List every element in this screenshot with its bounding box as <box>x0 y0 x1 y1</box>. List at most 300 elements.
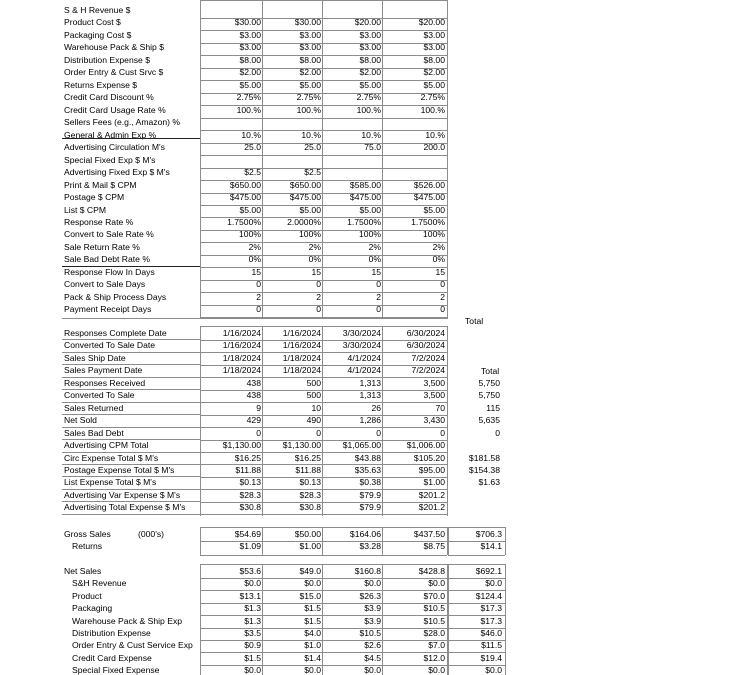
cell-value: $1,130.00 <box>222 440 261 451</box>
cell-value: $3.00 <box>359 29 381 40</box>
cell-value: 2.0000% <box>287 216 321 227</box>
cell-value: 0 <box>376 304 381 315</box>
cell-value: $20.00 <box>354 17 381 28</box>
cell-value: 3,500 <box>423 390 445 401</box>
cell-value: 3/30/2024 <box>342 328 381 338</box>
cell-border <box>200 180 447 181</box>
cell-value: 1/18/2024 <box>282 352 321 363</box>
cell-value: $1.0 <box>304 640 321 651</box>
row-label-s-h-revenue: S&H Revenue <box>72 578 127 589</box>
cell-value: 0% <box>432 254 445 265</box>
cell-border <box>447 326 448 516</box>
cell-value: 15 <box>371 266 381 277</box>
cell-border <box>448 564 505 565</box>
row-label-sale-return-rate: Sale Return Rate % <box>64 241 140 252</box>
cell-border <box>200 352 447 353</box>
cell-border <box>200 365 447 366</box>
cell-value: $1.00 <box>423 477 445 488</box>
cell-border <box>200 18 447 19</box>
cell-value: $50.00 <box>294 529 321 539</box>
cell-border <box>448 590 505 591</box>
cell-value: 10.% <box>361 129 381 140</box>
cell-value: 0 <box>256 304 261 315</box>
cell-border <box>200 527 447 528</box>
cell-value: $30.00 <box>294 17 321 28</box>
cell-value: $2.00 <box>299 67 321 78</box>
cell-value: 100.% <box>296 104 321 115</box>
cell-value: $20.00 <box>418 17 445 28</box>
total-value: $0.0 <box>485 665 502 675</box>
cell-value: $28.3 <box>299 489 321 500</box>
cell-border <box>505 564 506 675</box>
cell-border <box>448 652 505 653</box>
cell-value: 0 <box>316 304 321 315</box>
cell-value: $16.25 <box>294 452 321 463</box>
cell-value: 4/1/2024 <box>347 365 381 376</box>
cell-value: 1,313 <box>359 390 381 401</box>
cell-value: $8.00 <box>359 54 381 65</box>
cell-value: 10.% <box>301 129 321 140</box>
total-value: $17.3 <box>480 603 502 614</box>
row-label-converted-to-sale: Converted To Sale <box>64 390 135 401</box>
total-value: $0.0 <box>485 578 502 589</box>
cell-border <box>382 326 383 516</box>
cell-value: $428.8 <box>418 566 445 576</box>
cell-border <box>62 318 447 319</box>
cell-value: 200.0 <box>423 142 445 153</box>
cell-value: 0 <box>256 279 261 290</box>
cell-value: $475.00 <box>289 192 321 203</box>
cell-value: $1,130.00 <box>282 440 321 451</box>
cell-value: 100% <box>359 229 381 240</box>
row-label-advertising-fixed-exp-m-s: Advertising Fixed Exp $ M's <box>64 167 170 178</box>
cell-value: $8.00 <box>239 54 261 65</box>
cell-value: $13.1 <box>239 590 261 601</box>
cell-value: $4.0 <box>304 628 321 638</box>
cell-value: $0.9 <box>244 640 261 651</box>
cell-value: $43.88 <box>354 452 381 463</box>
row-label-list-cpm: List $ CPM <box>64 204 107 215</box>
cell-value: $49.0 <box>299 566 321 576</box>
cell-value: $3.00 <box>423 42 445 53</box>
row-label-special-fixed-expense: Special Fixed Expense <box>72 665 160 675</box>
cell-border <box>200 118 447 119</box>
cell-value: 2% <box>432 241 445 252</box>
cell-value: 2.75% <box>420 92 445 103</box>
cell-value: $1.00 <box>299 541 321 552</box>
cell-value: 1.7500% <box>227 216 261 227</box>
cell-value: 9 <box>256 402 261 413</box>
row-label-converted-to-sale-date: Converted To Sale Date <box>64 340 156 351</box>
cell-value: 10 <box>311 402 321 413</box>
cell-border <box>200 55 447 56</box>
cell-value: 3,430 <box>423 415 445 426</box>
cell-value: 0% <box>308 254 321 265</box>
cell-border <box>322 326 323 516</box>
cell-value: 100.% <box>356 104 381 115</box>
cell-value: 15 <box>311 266 321 277</box>
row-label-advertising-circulation-m-s: Advertising Circulation M's <box>64 142 165 153</box>
cell-value: $5.00 <box>423 204 445 215</box>
cell-value: $10.5 <box>359 628 381 638</box>
row-label-response-flow-in-days: Response Flow In Days <box>64 266 155 277</box>
cell-border <box>200 0 447 1</box>
cell-border <box>448 564 449 675</box>
cell-value: $0.0 <box>428 665 445 675</box>
cell-value: $2.00 <box>359 67 381 78</box>
cell-value: $3.00 <box>299 42 321 53</box>
cell-border <box>200 541 447 542</box>
cell-border <box>200 555 447 556</box>
cell-border <box>200 326 201 516</box>
cell-value: $3.9 <box>364 615 381 626</box>
cell-border <box>200 452 447 453</box>
cell-border <box>200 0 201 319</box>
total-value: 5,750 <box>478 377 500 388</box>
cell-border <box>62 138 200 139</box>
cell-value: 2.75% <box>356 92 381 103</box>
row-label-gross-sales: Gross Sales <box>64 529 111 539</box>
row-label-sales-ship-date: Sales Ship Date <box>64 352 126 363</box>
total-header: Total <box>465 316 484 326</box>
row-label-convert-to-sale-rate: Convert to Sale Rate % <box>64 229 154 240</box>
total-value: $1.63 <box>478 477 500 488</box>
cell-value: $12.0 <box>423 652 445 663</box>
cell-value: $1,006.00 <box>406 440 445 451</box>
cell-value: $1.3 <box>244 603 261 614</box>
cell-border <box>322 0 323 319</box>
cell-value: 100% <box>423 229 445 240</box>
row-label-credit-card-usage-rate: Credit Card Usage Rate % <box>64 104 166 115</box>
cell-value: 70 <box>435 402 445 413</box>
cell-value: $15.0 <box>299 590 321 601</box>
cell-value: 2% <box>248 241 261 252</box>
cell-value: 1.7500% <box>411 216 445 227</box>
cell-value: $3.00 <box>299 29 321 40</box>
cell-value: $1.09 <box>239 541 261 552</box>
cell-border <box>200 628 447 629</box>
row-label-advertising-cpm-total: Advertising CPM Total <box>64 440 149 451</box>
cell-value: $5.00 <box>423 79 445 90</box>
cell-value: 1/16/2024 <box>222 340 261 351</box>
cell-value: 3/30/2024 <box>342 340 381 351</box>
row-label-packaging: Packaging <box>72 603 113 614</box>
cell-value: $5.00 <box>359 204 381 215</box>
cell-value: $8.00 <box>423 54 445 65</box>
cell-value: 0% <box>248 254 261 265</box>
cell-value: $10.5 <box>423 615 445 626</box>
cell-value: 10.% <box>241 129 261 140</box>
cell-border <box>448 665 505 666</box>
cell-value: 10.% <box>425 129 445 140</box>
cell-value: $7.0 <box>428 640 445 651</box>
cell-value: 1/16/2024 <box>282 340 321 351</box>
cell-value: 2 <box>256 291 261 302</box>
cell-value: $650.00 <box>289 179 321 190</box>
cell-value: $53.6 <box>239 566 261 576</box>
cell-value: 25.0 <box>304 142 321 153</box>
cell-border <box>322 564 323 675</box>
cell-value: $1.5 <box>244 652 261 663</box>
row-label-product-cost: Product Cost $ <box>64 17 121 28</box>
row-label-distribution-expense: Distribution Expense <box>72 628 151 638</box>
cell-value: $5.00 <box>239 204 261 215</box>
cell-border <box>200 205 447 206</box>
cell-value: $0.38 <box>359 477 381 488</box>
cell-border <box>200 477 447 478</box>
cell-value: $5.00 <box>359 79 381 90</box>
row-label-advertising-total-expense-m-s: Advertising Total Expense $ M's <box>64 502 186 513</box>
row-label-list-expense-total-m-s: List Expense Total $ M's <box>64 477 157 488</box>
row-label-returns-expense: Returns Expense $ <box>64 79 138 90</box>
cell-value: $95.00 <box>418 464 445 475</box>
cell-value: $54.69 <box>234 529 261 539</box>
row-label-special-fixed-exp-m-s: Special Fixed Exp $ M's <box>64 154 156 165</box>
cell-value: 100.% <box>420 104 445 115</box>
cell-value: 1/18/2024 <box>222 365 261 376</box>
cell-border <box>200 489 447 490</box>
row-label-net-sales: Net Sales <box>64 566 102 576</box>
cell-value: 75.0 <box>364 142 381 153</box>
cell-value: $0.0 <box>428 578 445 589</box>
cell-value: 100% <box>299 229 321 240</box>
cell-border <box>200 267 447 268</box>
cell-border <box>200 93 447 94</box>
cell-border <box>200 427 447 428</box>
row-label-responses-received: Responses Received <box>64 377 146 388</box>
cell-value: $160.8 <box>354 566 381 576</box>
cell-value: $1,065.00 <box>342 440 381 451</box>
cell-value: 100.% <box>236 104 261 115</box>
row-label-sales-bad-debt: Sales Bad Debt <box>64 427 124 438</box>
cell-value: $28.0 <box>423 628 445 638</box>
cell-border <box>200 326 447 327</box>
cell-value: $3.5 <box>244 628 261 638</box>
cell-border <box>448 628 505 629</box>
cell-value: $105.20 <box>413 452 445 463</box>
row-label-s-h-revenue: S & H Revenue $ <box>64 5 131 15</box>
cell-border <box>200 440 447 441</box>
row-label-credit-card-expense: Credit Card Expense <box>72 652 152 663</box>
total-value: $181.58 <box>468 452 500 463</box>
cell-border <box>448 527 505 528</box>
total-value: $46.0 <box>480 628 502 638</box>
cell-border <box>200 242 447 243</box>
cell-border <box>448 640 505 641</box>
cell-value: $437.50 <box>413 529 445 539</box>
row-label-product: Product <box>72 590 102 601</box>
cell-value: $0.0 <box>244 578 261 589</box>
cell-value: 1,286 <box>359 415 381 426</box>
cell-value: 0 <box>440 279 445 290</box>
row-label-general-admin-exp: General & Admin Exp % <box>64 129 157 140</box>
cell-value: 1/16/2024 <box>282 328 321 338</box>
row-label-convert-to-sale-days: Convert to Sale Days <box>64 279 146 290</box>
cell-value: $0.13 <box>299 477 321 488</box>
total-value: $17.3 <box>480 615 502 626</box>
cell-border <box>200 217 447 218</box>
cell-value: 15 <box>435 266 445 277</box>
cell-value: 0 <box>316 279 321 290</box>
unit-label: (000's) <box>138 529 164 539</box>
cell-value: 2 <box>440 291 445 302</box>
cell-border <box>262 326 263 516</box>
row-label-sale-bad-debt-rate: Sale Bad Debt Rate % <box>64 254 150 265</box>
cell-value: 0 <box>256 427 261 438</box>
row-label-credit-card-discount: Credit Card Discount % <box>64 92 154 103</box>
cell-value: $11.88 <box>235 464 261 475</box>
cell-border <box>200 652 447 653</box>
cell-border <box>200 564 447 565</box>
cell-border <box>200 255 447 256</box>
cell-border <box>200 130 447 131</box>
cell-value: 100% <box>239 229 261 240</box>
row-label-warehouse-pack-ship: Warehouse Pack & Ship $ <box>64 42 164 53</box>
cell-value: $0.0 <box>304 665 321 675</box>
row-label-circ-expense-total-m-s: Circ Expense Total $ M's <box>64 452 159 463</box>
cell-value: 2.75% <box>236 92 261 103</box>
cell-border <box>200 665 447 666</box>
cell-border <box>200 502 447 503</box>
cell-value: $5.00 <box>239 79 261 90</box>
cell-value: $2.6 <box>364 640 381 651</box>
cell-value: 3,500 <box>423 377 445 388</box>
cell-value: 2% <box>308 241 321 252</box>
cell-value: $164.06 <box>349 529 381 539</box>
cell-value: 6/30/2024 <box>406 340 445 351</box>
cell-value: 26 <box>371 402 381 413</box>
cell-value: $201.2 <box>418 489 445 500</box>
cell-border <box>200 292 447 293</box>
cell-value: 25.0 <box>244 142 261 153</box>
cell-value: 490 <box>306 415 321 426</box>
cell-value: 15 <box>251 266 261 277</box>
total-value: $14.1 <box>480 541 502 552</box>
cell-value: $2.00 <box>239 67 261 78</box>
cell-value: $3.00 <box>239 29 261 40</box>
row-label-responses-complete-date: Responses Complete Date <box>64 328 167 338</box>
cell-value: 438 <box>246 377 261 388</box>
cell-value: 1/16/2024 <box>222 328 261 338</box>
cell-border <box>448 615 505 616</box>
row-label-payment-receipt-days: Payment Receipt Days <box>64 304 152 315</box>
cell-border <box>200 305 447 306</box>
row-label-sales-returned: Sales Returned <box>64 402 124 413</box>
cell-border <box>200 377 447 378</box>
cell-value: $585.00 <box>349 179 381 190</box>
cell-value: 7/2/2024 <box>411 365 445 376</box>
cell-border <box>200 143 447 144</box>
cell-value: $1.4 <box>304 652 321 663</box>
cell-border <box>448 555 505 556</box>
cell-border <box>200 390 447 391</box>
cell-value: 500 <box>306 390 321 401</box>
total-value: $692.1 <box>475 566 502 576</box>
cell-value: 0 <box>440 427 445 438</box>
cell-value: 438 <box>246 390 261 401</box>
cell-value: $30.8 <box>299 502 321 513</box>
cell-border <box>200 280 447 281</box>
cell-value: 1,313 <box>359 377 381 388</box>
cell-value: $16.25 <box>234 452 261 463</box>
row-label-net-sold: Net Sold <box>64 415 97 426</box>
cell-value: $4.5 <box>364 652 381 663</box>
cell-value: $2.5 <box>244 167 261 178</box>
cell-border <box>200 415 447 416</box>
cell-border <box>448 541 505 542</box>
cell-value: 4/1/2024 <box>347 352 381 363</box>
cell-value: $0.0 <box>364 665 381 675</box>
row-label-distribution-expense: Distribution Expense $ <box>64 54 150 65</box>
row-label-warehouse-pack-ship-exp: Warehouse Pack & Ship Exp <box>72 615 183 626</box>
cell-border <box>200 340 447 341</box>
cell-border <box>200 80 447 81</box>
cell-border <box>447 0 448 319</box>
cell-value: $0.0 <box>244 665 261 675</box>
cell-value: $8.75 <box>423 541 445 552</box>
cell-value: $2.00 <box>423 67 445 78</box>
total-value: 5,635 <box>478 415 500 426</box>
cell-border <box>200 68 447 69</box>
cell-value: $11.88 <box>295 464 321 475</box>
cell-border <box>200 590 447 591</box>
cell-border <box>62 266 200 267</box>
cell-value: $79.9 <box>359 502 381 513</box>
cell-value: 7/2/2024 <box>411 352 445 363</box>
cell-value: 1/18/2024 <box>222 352 261 363</box>
total-value: 115 <box>486 402 500 413</box>
cell-value: 0 <box>376 279 381 290</box>
cell-value: $3.00 <box>359 42 381 53</box>
cell-border <box>200 464 447 465</box>
cell-value: $526.00 <box>413 179 445 190</box>
cell-border <box>200 514 447 515</box>
total-value: $19.4 <box>480 652 502 663</box>
cell-border <box>200 105 447 106</box>
cell-border <box>448 578 505 579</box>
cell-border <box>448 603 505 604</box>
row-label-sellers-fees-e-g-amazon: Sellers Fees (e.g., Amazon) % <box>64 117 181 128</box>
cell-value: $30.8 <box>239 502 261 513</box>
row-label-advertising-var-expense-m-s: Advertising Var Expense $ M's <box>64 489 181 500</box>
cell-value: 2% <box>368 241 381 252</box>
cell-border <box>200 603 447 604</box>
cell-border <box>200 155 447 156</box>
cell-value: $475.00 <box>413 192 445 203</box>
cell-value: 0 <box>440 304 445 315</box>
cell-border <box>200 230 447 231</box>
cell-value: $5.00 <box>299 79 321 90</box>
row-label-pack-ship-process-days: Pack & Ship Process Days <box>64 291 167 302</box>
cell-value: $1.5 <box>304 615 321 626</box>
row-label-packaging-cost: Packaging Cost $ <box>64 29 132 40</box>
total-header: Total <box>481 365 500 376</box>
cell-value: $28.3 <box>239 489 261 500</box>
cell-border <box>200 30 447 31</box>
cell-border <box>200 168 447 169</box>
cell-border <box>200 43 447 44</box>
cell-border <box>200 564 201 675</box>
cell-value: $79.9 <box>359 489 381 500</box>
total-value: $154.38 <box>468 464 500 475</box>
cell-value: 429 <box>246 415 261 426</box>
cell-border <box>262 564 263 675</box>
cell-value: 0 <box>376 427 381 438</box>
cell-value: $8.00 <box>299 54 321 65</box>
row-label-sales-payment-date: Sales Payment Date <box>64 365 143 376</box>
cell-border <box>262 0 263 319</box>
row-label-postage-cpm: Postage $ CPM <box>64 192 125 203</box>
